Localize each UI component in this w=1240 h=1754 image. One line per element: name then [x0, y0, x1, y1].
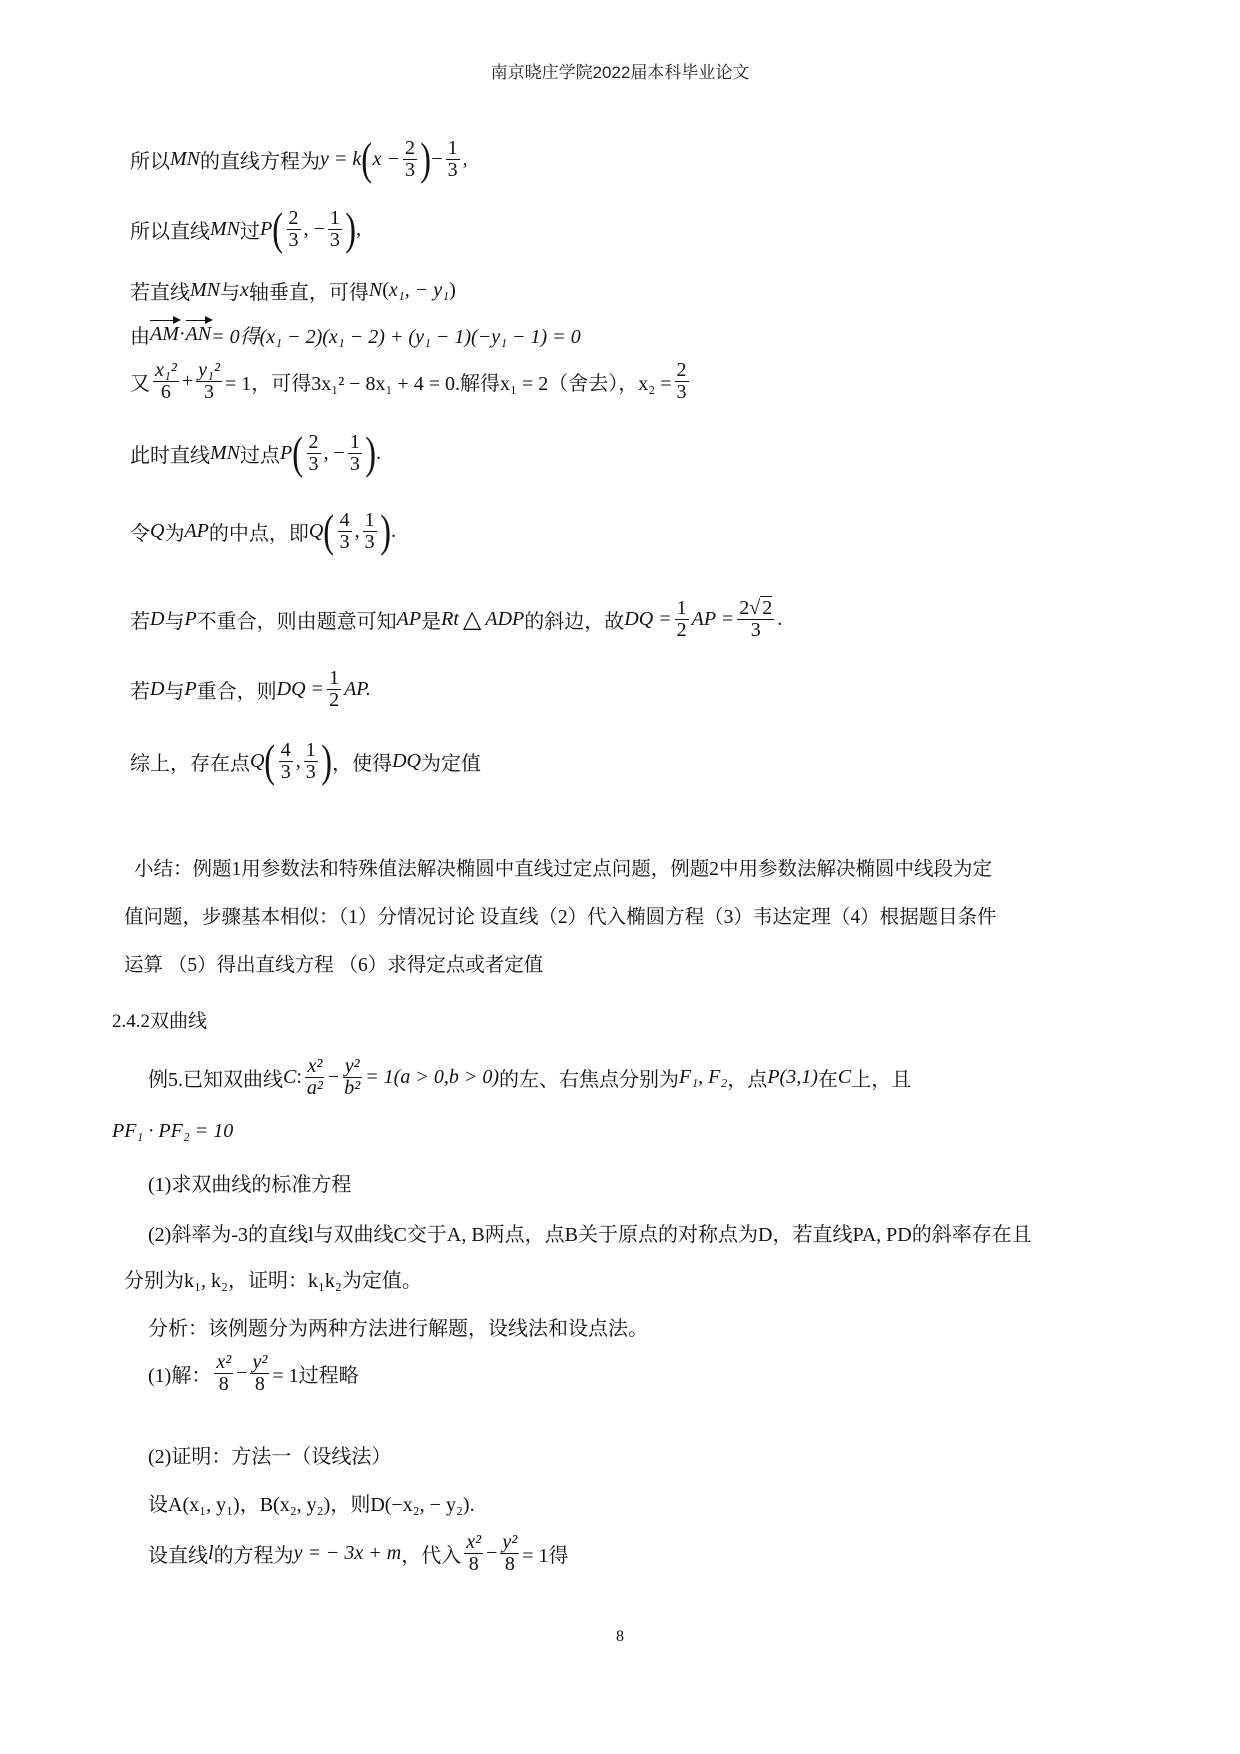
punct: .	[376, 441, 382, 464]
math-expr: x −	[372, 147, 400, 170]
math-var: P	[184, 608, 197, 630]
math-var: AP	[396, 608, 422, 630]
math-expr: P(3,1)	[767, 1066, 818, 1088]
text: = 1过程略	[272, 1365, 359, 1387]
text: 综上，存在点	[130, 752, 250, 775]
summary-paragraph	[124, 852, 1130, 984]
math-expr: = 1(a > 0,b > 0)	[365, 1066, 499, 1088]
text: 的直线方程为	[200, 150, 320, 173]
vector-am: AM	[150, 323, 179, 345]
equation-line-dot-product	[130, 320, 581, 349]
right-paren: )	[365, 427, 376, 478]
punct: .	[777, 608, 783, 630]
operator: −	[236, 1362, 248, 1384]
fraction: $\frac{\text{y²}}{8}$	[252, 1351, 268, 1395]
text: 的斜边，故	[524, 611, 625, 633]
text: 为	[164, 522, 185, 545]
math-var: l	[208, 1542, 214, 1564]
math-var: MN	[190, 279, 220, 301]
text: (1)解：	[148, 1365, 212, 1387]
text: 在	[817, 1069, 838, 1091]
fraction: $\frac{\text{y²}}{8}$	[502, 1531, 518, 1575]
triangle-icon: △	[462, 607, 482, 633]
operator: , −	[323, 441, 345, 464]
text: 设直线	[148, 1545, 208, 1567]
right-paren: )	[420, 133, 431, 184]
text: 由	[130, 326, 150, 348]
math-var: Rt	[441, 608, 459, 630]
fraction: $\frac{1}{2}$	[329, 667, 340, 711]
math-var: MN	[210, 217, 240, 240]
example-5-statement	[148, 1056, 911, 1099]
text: ，点	[727, 1069, 768, 1091]
summary-line: 小结：例题1用参数法和特殊值法解决椭圆中直线过定点问题，例题2中用参数法解决椭圆中线段为定	[134, 859, 993, 880]
operator: −	[431, 147, 443, 170]
fraction: $\frac{\text{x₁²}}{6}$	[155, 359, 177, 403]
fraction: $\frac{\text{y₁²}}{3}$	[198, 359, 220, 403]
operator: −	[327, 1066, 340, 1088]
operator: ,	[354, 519, 360, 542]
operator: −	[486, 1542, 498, 1564]
math-var: Q	[250, 749, 265, 772]
summary-line: 值问题，步骤基本相似：（1）分情况讨论 设直线（2）代入椭圆方程（3）韦达定理（4）根据题目条件	[124, 907, 997, 928]
text: 与	[164, 681, 185, 703]
question-2-line1: (2)斜率为-3的直线l与双曲线C交于A, B两点，点B关于原点的对称点为D，若直线PA, PD的斜率存在且	[148, 1224, 1032, 1246]
operator: ·	[178, 323, 186, 345]
left-paren: (	[323, 505, 335, 556]
text: ，使得	[332, 752, 393, 775]
math-expr: F₁, F₂	[679, 1066, 728, 1088]
left-paren: (	[361, 133, 373, 184]
text: 过	[240, 220, 260, 243]
fraction: $\frac{1}{3}$	[349, 430, 360, 475]
equation-line-conclusion	[130, 735, 481, 786]
question-1: (1)求双曲线的标准方程	[148, 1174, 352, 1196]
fraction: $\frac{1}{3}$	[329, 206, 340, 251]
text: 为定值	[421, 752, 481, 775]
fraction: $\frac{2√ 2}{3}$	[739, 597, 773, 641]
fraction: $\frac{\text{x²}}{8}$	[216, 1351, 232, 1395]
solution-1	[148, 1352, 359, 1395]
text: = 1得	[522, 1545, 569, 1567]
equation-line-mn	[130, 133, 468, 184]
fraction: $\frac{\text{y²}}{\text{b²}}$	[344, 1055, 361, 1099]
equation-line-ellipse	[130, 360, 692, 403]
equation-line-coincide	[130, 668, 371, 711]
punct: .	[391, 519, 396, 542]
math-var: D	[150, 678, 165, 700]
summary-line: 运算 （5）得出直线方程 （6）求得定点或者定值	[124, 955, 544, 976]
vector-an: AN	[185, 323, 212, 345]
text: 与	[220, 282, 240, 304]
text: 的左、右焦点分别为	[499, 1069, 679, 1091]
text: 上，且	[851, 1069, 912, 1091]
page-number: 8	[616, 1628, 624, 1645]
fraction: $\frac{1}{3}$	[447, 136, 458, 181]
set-line	[148, 1532, 569, 1575]
text: 令	[130, 522, 150, 545]
text: 重合，则	[196, 681, 277, 703]
math-expr: y = − 3x + m	[293, 1542, 402, 1564]
math-var: P	[184, 678, 197, 700]
section-heading: 2.4.2双曲线	[112, 1011, 208, 1032]
punct: :	[296, 1066, 302, 1088]
text: 与	[164, 611, 185, 633]
math-expr: DQ =	[624, 608, 672, 630]
equation-line-passes-p	[130, 203, 362, 254]
math-expr: AP =	[691, 608, 735, 630]
fraction: $\frac{2}{3}$	[288, 206, 299, 251]
equation-line-passes-point	[130, 427, 382, 478]
text: 若	[130, 681, 150, 703]
math-var: C	[283, 1066, 297, 1088]
math-expr: = 0得(x₁ − 2)(x₁ − 2) + (y₁ − 1)(−y₁ − 1) = 0	[211, 326, 581, 348]
text: 所以直线	[130, 220, 210, 243]
text: 若	[130, 611, 150, 633]
fraction: $\frac{2}{3}$	[404, 136, 415, 181]
page-header: 南京晓庄学院2022届本科毕业论文	[490, 63, 750, 82]
fraction: $\frac{2}{3}$	[308, 430, 319, 475]
text: 轴垂直，可得	[248, 282, 369, 304]
text: 不重合，则由题意可知	[196, 611, 397, 633]
set-points: 设A(x₁, y₁)，B(x₂, y₂)，则D(−x₂, − y₂).	[148, 1494, 475, 1516]
right-paren: )	[379, 505, 391, 556]
left-paren: (	[264, 735, 276, 786]
math-var: Q	[308, 519, 324, 542]
right-paren: )	[345, 203, 356, 254]
fraction: $\frac{\text{x²}}{8}$	[466, 1531, 482, 1575]
math-var: C	[837, 1066, 852, 1088]
fraction: $\frac{\text{x²}}{\text{a²}}$	[306, 1055, 323, 1099]
example-5-condition: PF₁ · PF₂ = 10	[112, 1120, 234, 1142]
math-var: D	[150, 608, 165, 630]
math-expr: y = k	[320, 147, 362, 170]
math-var: ADP	[485, 608, 525, 630]
text: = 1，可得3x₁² − 8x₁ + 4 = 0.解得x₁ = 2（舍去），x₂ =	[224, 373, 672, 395]
operator: , −	[303, 217, 325, 240]
right-paren: )	[321, 735, 332, 786]
text: 又	[130, 373, 150, 395]
text: 是	[421, 611, 442, 633]
text: 若直线	[130, 282, 190, 304]
fraction: $\frac{4}{3}$	[339, 508, 350, 553]
math-var: P	[260, 217, 273, 240]
math-var: Q	[150, 519, 165, 542]
fraction: $\frac{1}{3}$	[305, 738, 316, 783]
fraction: $\frac{2}{3}$	[676, 359, 687, 403]
equation-line-not-coincide	[130, 598, 782, 641]
math-var: AP	[184, 519, 209, 542]
math-expr: DQ =	[276, 678, 325, 700]
text: ，代入	[401, 1545, 462, 1567]
punct: ,	[462, 147, 468, 170]
math-var: x	[240, 279, 249, 301]
text: 此时直线	[130, 444, 210, 467]
text: 过点	[240, 444, 280, 467]
text: 例5.已知双曲线	[148, 1069, 283, 1091]
left-paren: (	[292, 427, 304, 478]
math-var: N	[368, 279, 383, 301]
punct: ,	[356, 217, 362, 240]
math-expr: x₁, − y₁	[388, 279, 450, 301]
text: 的中点，即	[208, 522, 309, 545]
math-var: DQ	[392, 749, 421, 772]
text: 所以	[130, 150, 170, 173]
equation-line-midpoint	[130, 505, 396, 556]
math-var: MN	[170, 147, 200, 170]
math-var: MN	[210, 441, 240, 464]
fraction: $\frac{1}{3}$	[364, 508, 375, 553]
analysis-text: 分析：该例题分为两种方法进行解题，设线法和设点法。	[148, 1318, 648, 1340]
proof-heading: (2)证明：方法一（设线法）	[148, 1446, 392, 1468]
operator: ,	[295, 749, 301, 772]
operator: +	[181, 370, 194, 392]
math-expr: AP.	[344, 678, 371, 700]
fraction: $\frac{1}{2}$	[676, 597, 687, 641]
left-paren: (	[272, 203, 284, 254]
equation-line-vertical: 若直线 MN 与 x 轴垂直，可得 N ( x₁, − y₁ )	[130, 276, 456, 305]
question-2-line2: 分别为k₁, k₂，证明：k₁k₂为定值。	[124, 1270, 422, 1292]
text: 的方程为	[213, 1545, 294, 1567]
math-var: P	[280, 441, 293, 464]
fraction: $\frac{4}{3}$	[280, 738, 291, 783]
